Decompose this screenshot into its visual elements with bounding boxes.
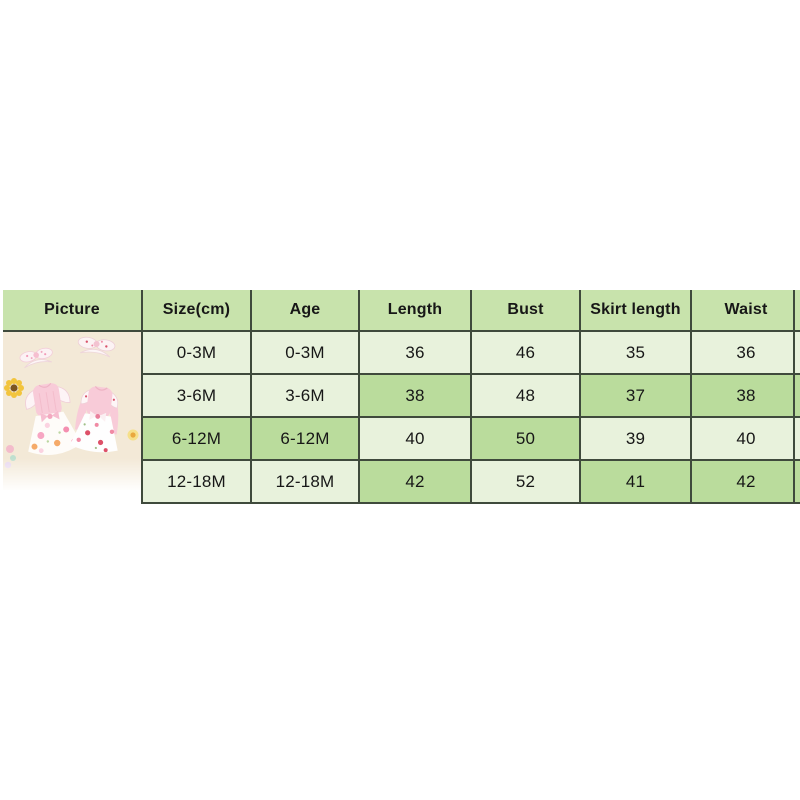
table-cell: 36 xyxy=(360,332,472,375)
product-photo xyxy=(3,332,141,490)
table-cell: 41 xyxy=(581,461,692,504)
table-cell: 40 xyxy=(692,418,800,461)
table-cell: 50 xyxy=(472,418,581,461)
table-cell: 12-18M xyxy=(143,461,252,504)
sunflower-icon xyxy=(4,378,24,398)
table-cell: 37 xyxy=(581,375,692,418)
table-cell: 42 xyxy=(360,461,472,504)
table-cell: 35 xyxy=(581,332,692,375)
table-cell: 46 xyxy=(472,332,581,375)
product-photo-cell xyxy=(3,332,143,504)
table-cell: 6-12M xyxy=(252,418,360,461)
table-cell: 6-12M xyxy=(143,418,252,461)
col-header-size: Size(cm) xyxy=(143,290,252,332)
table-cell: 3-6M xyxy=(252,375,360,418)
table-cell: 40 xyxy=(360,418,472,461)
table-cell: 42 xyxy=(692,461,800,504)
table-cell: 52 xyxy=(472,461,581,504)
table-cell: 36 xyxy=(692,332,800,375)
col-header-picture: Picture xyxy=(3,290,143,332)
col-header-age: Age xyxy=(252,290,360,332)
col-header-waist: Waist xyxy=(692,290,800,332)
table-cell: 48 xyxy=(472,375,581,418)
table-cell: 39 xyxy=(581,418,692,461)
table-cell: 3-6M xyxy=(143,375,252,418)
daisy-icon xyxy=(128,430,139,441)
col-header-bust: Bust xyxy=(472,290,581,332)
col-header-skirt-length: Skirt length xyxy=(581,290,692,332)
size-chart-table xyxy=(3,290,800,504)
table-cell: 0-3M xyxy=(252,332,360,375)
photo-bottom-fade xyxy=(3,458,141,490)
table-cell: 12-18M xyxy=(252,461,360,504)
col-header-length: Length xyxy=(360,290,472,332)
table-cell: 38 xyxy=(692,375,800,418)
table-cell: 0-3M xyxy=(143,332,252,375)
table-cell: 38 xyxy=(360,375,472,418)
